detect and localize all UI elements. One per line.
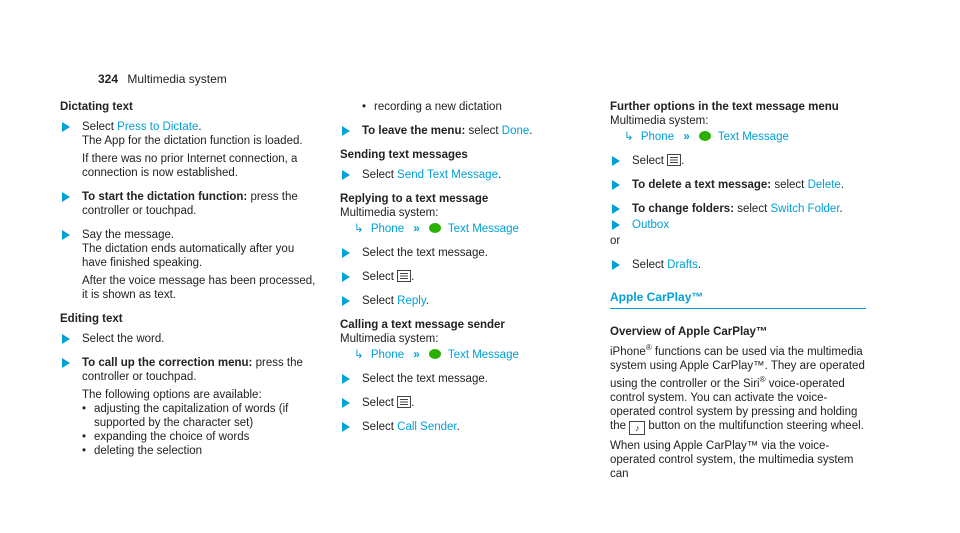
menu-icon — [397, 396, 411, 408]
phone-link[interactable]: Phone — [370, 223, 405, 235]
step-select-word: Select the word. — [60, 332, 322, 346]
chevron-right-icon: » — [683, 131, 690, 143]
editing-heading: Editing text — [60, 313, 123, 325]
done-link[interactable]: Done — [501, 125, 530, 137]
step-arrow-icon — [342, 126, 350, 136]
step-arrow-icon — [342, 422, 350, 432]
outbox-link[interactable]: Outbox — [632, 219, 670, 231]
step-arrow-icon — [342, 170, 350, 180]
send-text-message-link[interactable]: Send Text Message — [397, 169, 498, 181]
column-2: • recording a new dictation To leave the menu: select Done. Sending text messages Select Send Text Message. Replying to a text message Multimedia system: ↳ Phone » Text Message Select the text message. Select . Select Reply. Calling a text message sender Multimedia system: ↳ Phone » Text Message Select the text message. Select . Select Call Sender. — [340, 100, 588, 444]
reply-link[interactable]: Reply — [397, 295, 426, 307]
step-say-message: Say the message. The dictation ends automatically after you have finished speaking. After the voice message has been processed, it is shown as text. — [60, 228, 322, 302]
step-press-to-dictate: Select Press to Dictate. The App for the dictation function is loaded. If there was no prior Internet connection, a connection is now established. — [60, 120, 322, 180]
phone-link[interactable]: Phone — [370, 349, 405, 361]
step-arrow-icon — [342, 398, 350, 408]
step-leave-menu: To leave the menu: select Done. — [340, 124, 588, 138]
step-select-text-message: Select the text message. — [340, 246, 588, 260]
list-item: • expanding the choice of words — [82, 430, 322, 444]
dictating-heading: Dictating text — [60, 101, 133, 113]
text-message-link[interactable]: Text Message — [717, 131, 789, 143]
list-item: • recording a new dictation — [362, 100, 588, 114]
message-bubble-icon — [429, 349, 441, 359]
step-arrow-icon — [62, 192, 70, 202]
page-header — [98, 72, 227, 86]
step-select-text-message: Select the text message. — [340, 372, 588, 386]
voice-control-icon: ♪ — [629, 421, 645, 435]
step-delete: To delete a text message: select Delete. — [610, 178, 866, 192]
step-drafts: Select Drafts. — [610, 258, 866, 272]
step-call-sender: Select Call Sender. — [340, 420, 588, 434]
step-select-menu: Select . — [340, 270, 588, 284]
switch-folder-link[interactable]: Switch Folder — [770, 203, 840, 215]
step-arrow-icon — [612, 156, 620, 166]
step-arrow-icon — [342, 272, 350, 282]
step-arrow-icon — [612, 260, 620, 270]
menu-icon — [397, 270, 411, 282]
call-sender-link[interactable]: Call Sender — [397, 421, 457, 433]
step-arrow-icon — [62, 122, 70, 132]
step-reply: Select Reply. — [340, 294, 588, 308]
chevron-right-icon: » — [413, 223, 420, 235]
step-change-folders: To change folders: select Switch Folder. — [610, 202, 866, 216]
carplay-section-title: Apple CarPlay™ — [610, 290, 866, 309]
overview-heading: Overview of Apple CarPlay™ — [610, 326, 768, 338]
further-options-heading: Further options in the text message menu — [610, 101, 839, 113]
text-message-link[interactable]: Text Message — [447, 349, 519, 361]
delete-link[interactable]: Delete — [807, 179, 841, 191]
step-start-dictation: To start the dictation function: press the controller or touchpad. — [60, 190, 322, 218]
step-select-menu: Select . — [610, 154, 866, 168]
step-send-text: Select Send Text Message. — [340, 168, 588, 182]
page-number: 324 — [98, 72, 119, 86]
step-outbox — [610, 218, 866, 232]
overview-paragraph: iPhone® functions can be used via the multimedia system using Apple CarPlay™. They are operated using the controller or the Siri® voice-operated control system. You can activate the voice-operated control system by pressing and holding the ♪ button on the multifunction steering wheel. — [610, 343, 865, 433]
calling-heading: Calling a text message sender — [340, 319, 505, 331]
sending-heading: Sending text messages — [340, 149, 468, 161]
step-arrow-icon — [612, 180, 620, 190]
step-arrow-icon — [62, 230, 70, 240]
column-3: Further options in the text message menu Multimedia system: ↳ Phone » Text Message Select . To delete a text message: select Delete. To change folders: select Switch Folder. Outbox or Select Drafts. Apple CarPlay™ Overview of Apple CarPlay™ iPhone® functions can be used via the multimedia system using Apple CarPlay™. They are operated using the controller or the Siri® voice-operated control system. You can activate the voice-operated control system by pressing and holding the ♪ button on the multifunction steering wheel. When using Apple CarPlay™ via the voice-operated control system, the multimedia system can — [610, 101, 865, 480]
bullet-recording — [340, 100, 588, 114]
step-arrow-icon — [612, 220, 620, 230]
phone-link[interactable]: Phone — [640, 131, 675, 143]
overview-paragraph-2: When using Apple CarPlay™ via the voice-operated control system, the multimedia system can — [610, 439, 854, 480]
replying-heading: Replying to a text message — [340, 193, 489, 205]
step-arrow-icon — [62, 334, 70, 344]
menu-path — [340, 348, 588, 362]
text-message-link[interactable]: Text Message — [447, 223, 519, 235]
press-to-dictate-link[interactable]: Press to Dictate — [117, 121, 199, 133]
step-arrow-icon — [342, 374, 350, 384]
list-item: • adjusting the capitalization of words (if supported by the character set) — [82, 402, 322, 430]
return-arrow-icon: ↳ — [624, 131, 634, 143]
step-select-menu: Select . — [340, 396, 588, 410]
column-1 — [60, 100, 322, 468]
return-arrow-icon: ↳ — [354, 349, 364, 361]
chevron-right-icon: » — [413, 349, 420, 361]
step-arrow-icon — [62, 358, 70, 368]
menu-icon — [667, 154, 681, 166]
step-arrow-icon — [342, 296, 350, 306]
menu-path — [610, 130, 866, 144]
message-bubble-icon — [699, 131, 711, 141]
page-title: Multimedia system — [127, 72, 227, 86]
return-arrow-icon: ↳ — [354, 223, 364, 235]
message-bubble-icon — [429, 223, 441, 233]
list-item: • deleting the selection — [82, 444, 322, 458]
step-arrow-icon — [342, 248, 350, 258]
step-arrow-icon — [612, 204, 620, 214]
step-correction-menu: To call up the correction menu: press the controller or touchpad. The following options are available: • adjusting the capitalization of words (if supported by the character set) • expanding the choice of words • deleting the selection — [60, 356, 322, 458]
drafts-link[interactable]: Drafts — [667, 259, 698, 271]
menu-path — [340, 222, 588, 236]
